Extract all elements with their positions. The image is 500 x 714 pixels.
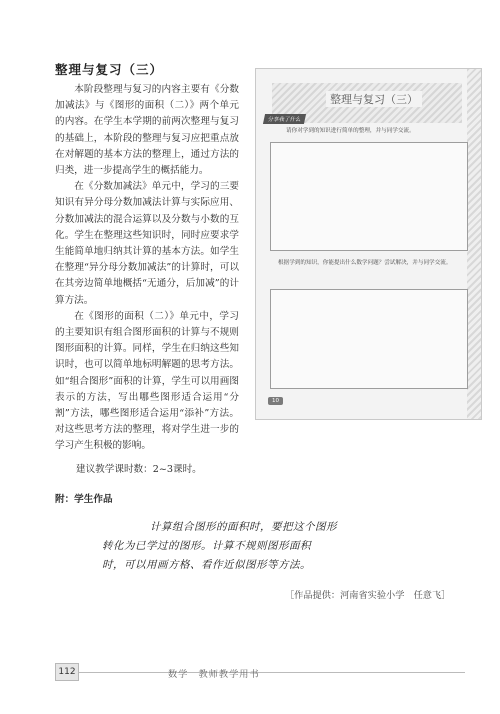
paragraph-2: 在《分数加减法》单元中，学习的三要知识有异分母分数加减法计算与实际应用、分数加减法的混合运算以及分数与小数的互化。学生在整理这些知识时，同时应要求学生能简单地归纳其计算的基本方法。如学生在整理“异分母分数加减法”的计算时，可以在其旁边简单地概括“无通分，后加减”的计算方法。 <box>55 181 239 306</box>
section-title: 整理与复习（三） <box>55 62 164 77</box>
textbook-page-thumbnail <box>255 68 482 420</box>
page-number: 112 <box>55 663 79 681</box>
footer-divider <box>55 672 465 673</box>
footer-book-title: 数学 教师教学用书 <box>168 669 260 680</box>
answer-box-2 <box>270 289 468 389</box>
class-hours: 建议教学课时数：2~3课时。 <box>76 464 202 475</box>
handwriting-line-3: 时，可以用画方格、看作近似图形等方法。 <box>102 559 311 571</box>
paragraph-3: 在《图形的面积（二）》单元中，学习的主要知识有组合图形面积的计算与不规则图形面积的计算。同样，学生在归纳这些知识时，也可以简单地标明解题的思考方法。如“组合图形”面积的计算，学生可以用画图表示的方法，写出哪些图形适合运用“分割”方法，哪些图形适合运用“添补”方法。对这些思考方法的整理，将对学生进一步的学习产生积极的影响。 <box>55 310 239 452</box>
body-text <box>55 82 239 455</box>
thumbnail-tag: 分享我了什么 <box>263 114 306 124</box>
thumbnail-title: 整理与复习（三） <box>326 91 422 107</box>
answer-box-1 <box>270 142 468 251</box>
appendix-label: 附：学生作品 <box>55 494 113 505</box>
decorative-stripe <box>467 69 481 419</box>
paragraph-1: 本阶段整理与复习的内容主要有《分数加减法》与《图形的面积（二）》两个单元的内容。在学生本学期的前两次整理与复习的基础上，本阶段的整理与复习应把重点放在对解题的基本方法的整理上，通过方法的归类，进一步提高学生的概括能力。 <box>55 84 239 177</box>
thumbnail-prompt-2: 根据学到的知识，你能提出什么数学问题？尝试解决，并与同学交流。 <box>278 260 452 266</box>
handwriting-line-1: 计算组合图形的面积时，要把这个图形 <box>150 521 337 533</box>
work-credit: ［作品提供：河南省实验小学 任意飞］ <box>285 590 451 601</box>
thumbnail-page-number: 10 <box>268 397 283 405</box>
handwriting-line-2: 转化为已学过的图形。计算不规则图形面积 <box>102 540 311 552</box>
thumbnail-prompt-1: 请你对学到的知识进行简单的整理，并与同学交流。 <box>286 128 415 134</box>
